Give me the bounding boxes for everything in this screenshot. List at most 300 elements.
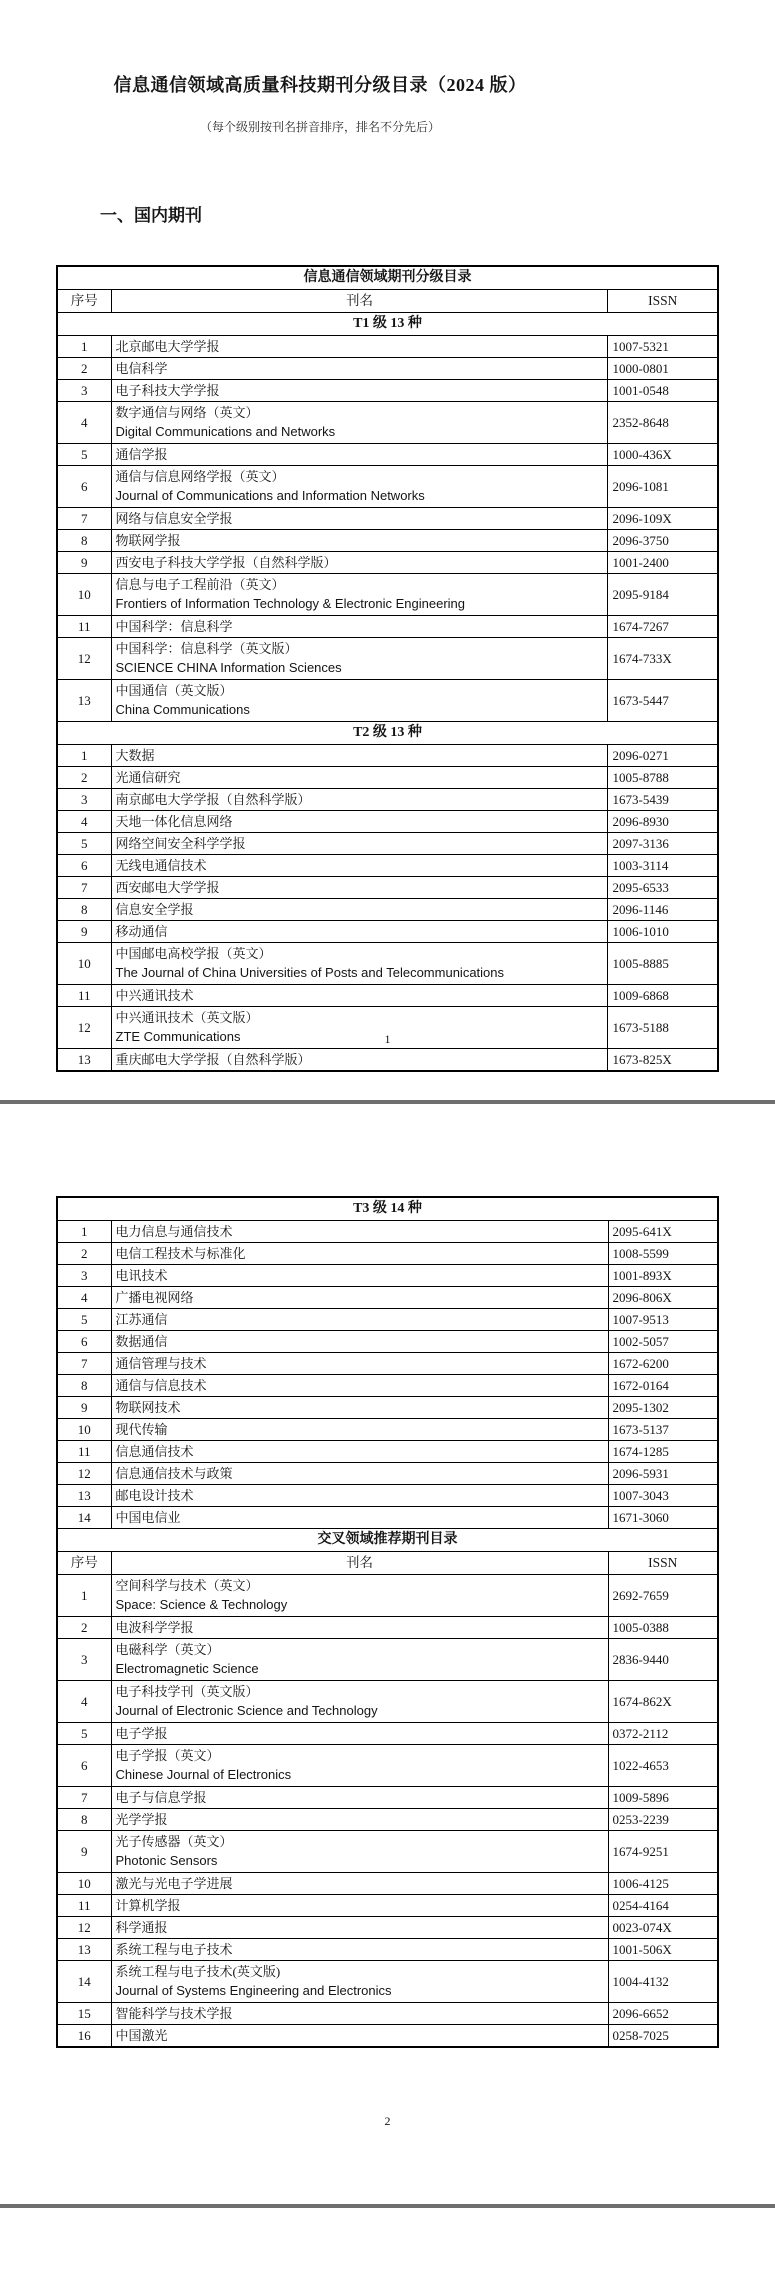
journal-name xyxy=(111,1375,608,1397)
journal-issn: 1000-436X xyxy=(608,444,718,466)
journal-name-cn: 电信科学 xyxy=(115,361,168,376)
journal-row xyxy=(57,1575,718,1617)
journal-row xyxy=(57,985,718,1007)
journal-name xyxy=(111,1617,608,1639)
journal-row xyxy=(57,1617,718,1639)
journal-name-cn: 激光与光电子学进展 xyxy=(115,1876,233,1891)
row-index: 1 xyxy=(57,745,111,767)
journal-issn: 2095-641X xyxy=(608,1221,718,1243)
journal-name xyxy=(111,680,608,722)
journal-issn: 1674-1285 xyxy=(608,1441,718,1463)
journal-name xyxy=(111,1507,608,1529)
journal-name-cn: 通信与信息网络学报（英文） xyxy=(115,469,285,484)
row-index: 15 xyxy=(57,2003,111,2025)
journal-name xyxy=(111,380,608,402)
journal-name xyxy=(111,444,608,466)
journal-issn: 1002-5057 xyxy=(608,1331,718,1353)
journal-name-cn: 天地一体化信息网络 xyxy=(115,814,233,829)
journal-name-en: Journal of Communications and Information Networks xyxy=(115,488,425,503)
journal-name xyxy=(111,1639,608,1681)
journal-name-cn: 重庆邮电大学学报（自然科学版） xyxy=(115,1052,311,1067)
journal-name xyxy=(111,1441,608,1463)
row-index: 13 xyxy=(57,680,111,722)
journal-name-cn: 网络空间安全科学学报 xyxy=(115,836,246,851)
journal-issn: 2836-9440 xyxy=(608,1639,718,1681)
journal-name-cn: 信息通信技术与政策 xyxy=(115,1466,233,1481)
group-header-row xyxy=(57,722,718,745)
journal-name-en: China Communications xyxy=(115,702,250,717)
row-index: 6 xyxy=(57,855,111,877)
journal-name-en: SCIENCE CHINA Information Sciences xyxy=(115,660,342,675)
journal-issn: 1672-6200 xyxy=(608,1353,718,1375)
journal-name-cn: 西安电子科技大学学报（自然科学版） xyxy=(115,555,337,570)
journal-name-cn: 计算机学报 xyxy=(115,1898,181,1913)
row-index: 10 xyxy=(57,574,111,616)
journal-row xyxy=(57,1331,718,1353)
journal-issn: 1673-5447 xyxy=(608,680,718,722)
journal-name-cn: 数字通信与网络（英文） xyxy=(115,405,259,420)
page-1 xyxy=(0,0,775,1100)
journal-name xyxy=(111,1961,608,2003)
journal-name-en: Space: Science & Technology xyxy=(115,1597,288,1612)
journal-issn: 1005-0388 xyxy=(608,1617,718,1639)
journal-row xyxy=(57,2025,718,2048)
section-heading-domestic: 一、国内期刊 xyxy=(100,206,202,225)
journal-name-cn: 电子科技学刊（英文版） xyxy=(115,1684,259,1699)
row-index: 7 xyxy=(57,877,111,899)
journal-issn: 1674-733X xyxy=(608,638,718,680)
column-header-row xyxy=(57,290,718,313)
row-index: 3 xyxy=(57,1265,111,1287)
journal-row xyxy=(57,1441,718,1463)
journal-row xyxy=(57,1745,718,1787)
row-index: 4 xyxy=(57,1681,111,1723)
journal-issn: 1007-5321 xyxy=(608,336,718,358)
journal-row xyxy=(57,899,718,921)
journal-name xyxy=(111,1575,608,1617)
journal-name-cn: 电子科技大学学报 xyxy=(115,383,220,398)
journal-issn: 2095-6533 xyxy=(608,877,718,899)
table-title-row xyxy=(57,266,718,290)
column-header-no: 序号 xyxy=(57,290,111,313)
journal-name-cn: 电子与信息学报 xyxy=(115,1790,207,1805)
journal-row xyxy=(57,1961,718,2003)
journal-name xyxy=(111,1243,608,1265)
journal-issn: 0254-4164 xyxy=(608,1895,718,1917)
journal-row xyxy=(57,1639,718,1681)
journal-issn: 1001-506X xyxy=(608,1939,718,1961)
row-index: 4 xyxy=(57,402,111,444)
journal-row xyxy=(57,1221,718,1243)
journal-row xyxy=(57,1809,718,1831)
row-index: 8 xyxy=(57,1809,111,1831)
journal-name xyxy=(111,1265,608,1287)
journal-name-en: Electromagnetic Science xyxy=(115,1661,259,1676)
journal-name-en: Frontiers of Information Technology & Electronic Engineering xyxy=(115,596,466,611)
journal-row xyxy=(57,1939,718,1961)
journal-name-en: Photonic Sensors xyxy=(115,1853,218,1868)
journal-name xyxy=(111,1419,608,1441)
journal-issn: 0258-7025 xyxy=(608,2025,718,2048)
journal-name-cn: 光学学报 xyxy=(115,1812,168,1827)
journal-name xyxy=(111,1723,608,1745)
journal-row xyxy=(57,1243,718,1265)
journal-name-en: Journal of Electronic Science and Technology xyxy=(115,1703,378,1718)
journal-issn: 1003-3114 xyxy=(608,855,718,877)
journal-row xyxy=(57,574,718,616)
column-header-name: 刊名 xyxy=(111,1552,608,1575)
journal-name xyxy=(111,921,608,943)
journal-issn: 1008-5599 xyxy=(608,1243,718,1265)
page-2 xyxy=(0,1104,775,2204)
row-index: 9 xyxy=(57,1397,111,1419)
journal-name xyxy=(111,899,608,921)
journal-name xyxy=(111,1331,608,1353)
journal-row xyxy=(57,1049,718,1072)
journal-issn: 2097-3136 xyxy=(608,833,718,855)
journal-name xyxy=(111,811,608,833)
journal-issn: 2096-5931 xyxy=(608,1463,718,1485)
journal-name-cn: 通信学报 xyxy=(115,447,168,462)
journal-name-cn: 移动通信 xyxy=(115,924,168,939)
row-index: 5 xyxy=(57,1723,111,1745)
journal-row xyxy=(57,1831,718,1873)
journal-name xyxy=(111,1049,608,1072)
journal-name xyxy=(111,1353,608,1375)
journal-issn: 1022-4653 xyxy=(608,1745,718,1787)
row-index: 1 xyxy=(57,336,111,358)
journal-name xyxy=(111,616,608,638)
column-header-row xyxy=(57,1552,718,1575)
journal-name xyxy=(111,1485,608,1507)
journal-issn: 2096-1081 xyxy=(608,466,718,508)
journal-name-cn: 江苏通信 xyxy=(115,1312,168,1327)
journal-name-cn: 系统工程与电子技术 xyxy=(115,1942,233,1957)
journal-issn: 2096-0271 xyxy=(608,745,718,767)
row-index: 9 xyxy=(57,552,111,574)
journal-name-cn: 物联网学报 xyxy=(115,533,181,548)
journal-issn: 1674-9251 xyxy=(608,1831,718,1873)
journal-name-en: Digital Communications and Networks xyxy=(115,424,336,439)
journal-row xyxy=(57,680,718,722)
row-index: 7 xyxy=(57,1787,111,1809)
journal-name-cn: 网络与信息安全学报 xyxy=(115,511,233,526)
journal-issn: 1674-862X xyxy=(608,1681,718,1723)
journal-issn: 2096-8930 xyxy=(608,811,718,833)
journal-name-cn: 中国电信业 xyxy=(115,1510,181,1525)
journal-row xyxy=(57,811,718,833)
journal-row xyxy=(57,1723,718,1745)
journal-issn: 1007-3043 xyxy=(608,1485,718,1507)
journal-name-cn: 空间科学与技术（英文） xyxy=(115,1578,259,1593)
journal-row xyxy=(57,466,718,508)
journal-issn: 1673-825X xyxy=(608,1049,718,1072)
journal-name-cn: 北京邮电大学学报 xyxy=(115,339,220,354)
journal-row xyxy=(57,1309,718,1331)
journal-row xyxy=(57,943,718,985)
journal-row xyxy=(57,877,718,899)
row-index: 2 xyxy=(57,1243,111,1265)
document-subtitle: （每个级别按刊名拼音排序，排名不分先后） xyxy=(199,120,440,134)
journal-name-cn: 信息与电子工程前沿（英文） xyxy=(115,577,285,592)
journal-name xyxy=(111,1917,608,1939)
journal-issn: 2692-7659 xyxy=(608,1575,718,1617)
journal-row xyxy=(57,402,718,444)
journal-name-cn: 广播电视网络 xyxy=(115,1290,194,1305)
row-index: 12 xyxy=(57,1007,111,1049)
journal-name xyxy=(111,552,608,574)
journal-name xyxy=(111,574,608,616)
journal-name xyxy=(111,789,608,811)
group-label: T1 级 13 种 xyxy=(57,313,718,336)
journal-row xyxy=(57,1485,718,1507)
journal-row xyxy=(57,444,718,466)
journal-name-cn: 电子学报 xyxy=(115,1726,168,1741)
journal-issn: 2095-9184 xyxy=(608,574,718,616)
journal-name-cn: 物联网技术 xyxy=(115,1400,181,1415)
journal-name-en: Chinese Journal of Electronics xyxy=(115,1767,292,1782)
journal-name-cn: 系统工程与电子技术(英文版) xyxy=(115,1964,281,1979)
row-index: 11 xyxy=(57,1441,111,1463)
journal-row xyxy=(57,1681,718,1723)
journal-row xyxy=(57,1917,718,1939)
journal-row xyxy=(57,745,718,767)
journal-name-cn: 光通信研究 xyxy=(115,770,181,785)
journal-row xyxy=(57,530,718,552)
journal-name xyxy=(111,1745,608,1787)
journal-issn: 0253-2239 xyxy=(608,1809,718,1831)
journal-issn: 1673-5439 xyxy=(608,789,718,811)
journal-row xyxy=(57,508,718,530)
row-index: 4 xyxy=(57,811,111,833)
journal-row xyxy=(57,380,718,402)
journal-row xyxy=(57,1353,718,1375)
journal-issn: 1000-0801 xyxy=(608,358,718,380)
table-title: 交叉领域推荐期刊目录 xyxy=(57,1529,718,1552)
journal-row xyxy=(57,1419,718,1441)
journal-name xyxy=(111,943,608,985)
row-index: 14 xyxy=(57,1507,111,1529)
journal-row xyxy=(57,921,718,943)
journal-row xyxy=(57,1375,718,1397)
group-label: T3 级 14 种 xyxy=(57,1197,718,1221)
row-index: 11 xyxy=(57,616,111,638)
journal-issn: 1009-5896 xyxy=(608,1787,718,1809)
journal-issn: 2096-1146 xyxy=(608,899,718,921)
journal-row xyxy=(57,1787,718,1809)
row-index: 3 xyxy=(57,789,111,811)
row-index: 1 xyxy=(57,1575,111,1617)
row-index: 10 xyxy=(57,943,111,985)
journal-name-cn: 电磁科学（英文） xyxy=(115,1642,220,1657)
journal-issn: 1672-0164 xyxy=(608,1375,718,1397)
journal-row xyxy=(57,336,718,358)
row-index: 14 xyxy=(57,1961,111,2003)
row-index: 5 xyxy=(57,1309,111,1331)
journal-row xyxy=(57,1397,718,1419)
journal-row xyxy=(57,767,718,789)
row-index: 2 xyxy=(57,1617,111,1639)
journal-name-en: The Journal of China Universities of Posts and Telecommunications xyxy=(115,965,505,980)
journal-name xyxy=(111,1809,608,1831)
journal-name xyxy=(111,2025,608,2048)
journal-name-cn: 中国科学：信息科学 xyxy=(115,619,233,634)
journal-row xyxy=(57,358,718,380)
row-index: 8 xyxy=(57,530,111,552)
journal-issn: 2095-1302 xyxy=(608,1397,718,1419)
row-index: 6 xyxy=(57,1745,111,1787)
journal-issn: 1009-6868 xyxy=(608,985,718,1007)
journal-name xyxy=(111,833,608,855)
journal-row xyxy=(57,552,718,574)
journal-name xyxy=(111,1309,608,1331)
page-number-2: 2 xyxy=(384,2114,391,2128)
journal-name-cn: 数据通信 xyxy=(115,1334,168,1349)
journal-row xyxy=(57,855,718,877)
row-index: 9 xyxy=(57,1831,111,1873)
row-index: 11 xyxy=(57,985,111,1007)
journal-row xyxy=(57,616,718,638)
journal-name xyxy=(111,1463,608,1485)
journal-issn: 1671-3060 xyxy=(608,1507,718,1529)
journal-name-cn: 中兴通讯技术 xyxy=(115,988,194,1003)
journal-issn: 1006-4125 xyxy=(608,1873,718,1895)
row-index: 10 xyxy=(57,1873,111,1895)
journal-name xyxy=(111,1787,608,1809)
journal-name-cn: 中国通信（英文版） xyxy=(115,683,233,698)
row-index: 12 xyxy=(57,638,111,680)
row-index: 8 xyxy=(57,899,111,921)
journal-issn: 2096-6652 xyxy=(608,2003,718,2025)
row-index: 13 xyxy=(57,1049,111,1072)
journal-name xyxy=(111,1831,608,1873)
journal-name-cn: 大数据 xyxy=(115,748,155,763)
journal-issn: 2352-8648 xyxy=(608,402,718,444)
journal-row xyxy=(57,789,718,811)
journal-name-cn: 中国邮电高校学报（英文） xyxy=(115,946,272,961)
journal-name-cn: 电讯技术 xyxy=(115,1268,168,1283)
journal-name xyxy=(111,530,608,552)
journal-name-cn: 信息安全学报 xyxy=(115,902,194,917)
journal-name xyxy=(111,1221,608,1243)
journal-name-cn: 西安邮电大学学报 xyxy=(115,880,220,895)
journal-issn: 1001-0548 xyxy=(608,380,718,402)
journal-name xyxy=(111,877,608,899)
journal-name-cn: 邮电设计技术 xyxy=(115,1488,194,1503)
journal-issn: 1005-8885 xyxy=(608,943,718,985)
row-index: 5 xyxy=(57,444,111,466)
journal-row xyxy=(57,1287,718,1309)
journal-name-cn: 智能科学与技术学报 xyxy=(115,2006,233,2021)
journal-name xyxy=(111,1939,608,1961)
journal-name-cn: 中国科学：信息科学（英文版） xyxy=(115,641,298,656)
journal-issn: 0372-2112 xyxy=(608,1723,718,1745)
journal-name xyxy=(111,1895,608,1917)
journal-name xyxy=(111,1397,608,1419)
journal-row xyxy=(57,1895,718,1917)
journal-table-page1 xyxy=(56,265,719,1072)
journal-name-cn: 现代传输 xyxy=(115,1422,168,1437)
journal-issn: 0023-074X xyxy=(608,1917,718,1939)
row-index: 7 xyxy=(57,1353,111,1375)
journal-issn: 2096-806X xyxy=(608,1287,718,1309)
journal-name xyxy=(111,767,608,789)
journal-name-cn: 电子学报（英文） xyxy=(115,1748,220,1763)
journal-issn: 1674-7267 xyxy=(608,616,718,638)
journal-issn: 1007-9513 xyxy=(608,1309,718,1331)
row-index: 13 xyxy=(57,1939,111,1961)
row-index: 1 xyxy=(57,1221,111,1243)
journal-issn: 1673-5137 xyxy=(608,1419,718,1441)
journal-issn: 1001-2400 xyxy=(608,552,718,574)
group-header-row xyxy=(57,1197,718,1221)
row-index: 16 xyxy=(57,2025,111,2048)
journal-name xyxy=(111,466,608,508)
group-label: T2 级 13 种 xyxy=(57,722,718,745)
title-block xyxy=(0,72,640,134)
journal-name xyxy=(111,1873,608,1895)
journal-name xyxy=(111,1287,608,1309)
page-number-1: 1 xyxy=(384,1032,391,1046)
journal-name xyxy=(111,402,608,444)
journal-name xyxy=(111,638,608,680)
journal-row xyxy=(57,638,718,680)
journal-issn: 1673-5188 xyxy=(608,1007,718,1049)
journal-name xyxy=(111,508,608,530)
row-index: 4 xyxy=(57,1287,111,1309)
journal-name-en: ZTE Communications xyxy=(115,1029,241,1044)
journal-issn: 2096-3750 xyxy=(608,530,718,552)
row-index: 12 xyxy=(57,1917,111,1939)
journal-name-cn: 无线电通信技术 xyxy=(115,858,207,873)
journal-name-cn: 科学通报 xyxy=(115,1920,168,1935)
journal-name-en: Journal of Systems Engineering and Electronics xyxy=(115,1983,392,1998)
row-index: 6 xyxy=(57,1331,111,1353)
journal-name-cn: 信息通信技术 xyxy=(115,1444,194,1459)
column-header-no: 序号 xyxy=(57,1552,111,1575)
document-title: 信息通信领域高质量科技期刊分级目录（2024 版） xyxy=(113,75,527,95)
row-index: 13 xyxy=(57,1485,111,1507)
journal-issn: 2096-109X xyxy=(608,508,718,530)
row-index: 12 xyxy=(57,1463,111,1485)
row-index: 2 xyxy=(57,358,111,380)
journal-name xyxy=(111,358,608,380)
journal-name-cn: 中兴通讯技术（英文版） xyxy=(115,1010,259,1025)
journal-name-cn: 南京邮电大学学报（自然科学版） xyxy=(115,792,311,807)
row-index: 6 xyxy=(57,466,111,508)
journal-name-cn: 通信管理与技术 xyxy=(115,1356,207,1371)
viewer-background xyxy=(0,2208,775,2272)
table-title: 信息通信领域期刊分级目录 xyxy=(57,266,718,290)
column-header-issn: ISSN xyxy=(608,1552,718,1575)
row-index: 2 xyxy=(57,767,111,789)
journal-name-cn: 中国激光 xyxy=(115,2028,168,2043)
journal-name-cn: 光子传感器（英文） xyxy=(115,1834,233,1849)
journal-name xyxy=(111,855,608,877)
journal-row xyxy=(57,2003,718,2025)
column-header-name: 刊名 xyxy=(111,290,608,313)
journal-name xyxy=(111,985,608,1007)
journal-name-cn: 通信与信息技术 xyxy=(115,1378,207,1393)
journal-table-page2 xyxy=(56,1196,719,2048)
row-index: 5 xyxy=(57,833,111,855)
journal-row xyxy=(57,1463,718,1485)
journal-issn: 1004-4132 xyxy=(608,1961,718,2003)
journal-name-cn: 电波科学学报 xyxy=(115,1620,194,1635)
row-index: 3 xyxy=(57,1639,111,1681)
journal-name-cn: 电力信息与通信技术 xyxy=(115,1224,233,1239)
group-header-row xyxy=(57,313,718,336)
